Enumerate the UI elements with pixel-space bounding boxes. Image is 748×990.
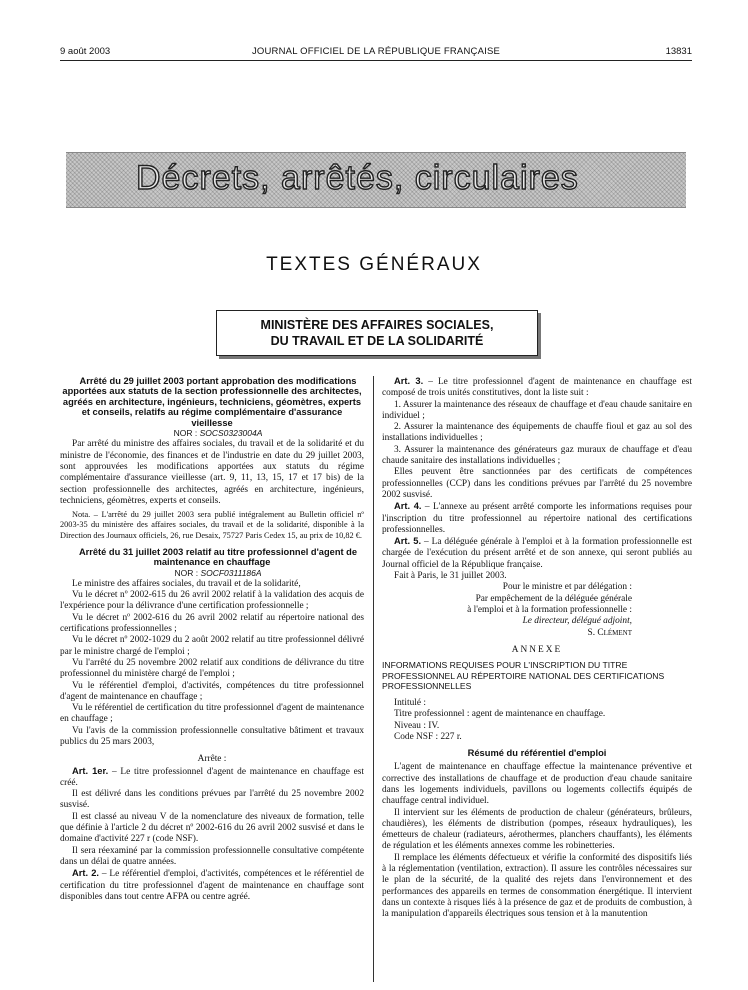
- arrete-2-nor: [60, 568, 364, 579]
- signature-line: Pour le ministre et par délégation :: [502, 582, 632, 593]
- article-4-label: Art. 4.: [394, 501, 422, 512]
- visa-line: Vu le décret nº 2002-615 du 26 avril 2002 relatif à la validation des acquis de l'expérience pour la délivrance d'une certification professionnelle ;: [60, 590, 364, 612]
- header-journal-title: JOURNAL OFFICIEL DE LA RÉPUBLIQUE FRANÇAISE: [251, 46, 501, 57]
- article-2-text: – Le référentiel d'emploi, d'activités, compétences et le référentiel de certification du titre professionnel d'agent de maintenance en chauffage sont disponibles dans tout centre AFPA ou centre agréé.: [60, 869, 365, 902]
- right-column: [382, 376, 692, 921]
- article-1-para: Il est classé au niveau V de la nomenclature des niveaux de formation, telle que définie à l'article 2 du décret nº 2002-616 du 26 avril 2002 susvisé et dans le domaine d'activité 227 r (code NSF).: [60, 811, 364, 845]
- article-5: [382, 536, 692, 571]
- visa-line: Vu le décret nº 2002-1029 du 2 août 2002 relatif au titre professionnel délivré par le ministre chargé de l'emploi ;: [60, 635, 364, 657]
- signature-name: S. Clément: [587, 627, 632, 638]
- resume-para: Il remplace les éléments défectueux et vérifie la conformité des dispositifs liés à la réglementation (ventilation, extraction). Il assure les contrôles nécessaires sur le plan de la sécurité, de la qualité des rejets dans l'environnement et des performances des appareils en termes de consommation énergétique. Il intervient dans un contexte à risques liés à la présence de gaz et de produits de combustion, à la manipulation d'appareils électriques sous tension et à la manutention: [382, 852, 692, 920]
- article-5-label: Art. 5.: [394, 536, 422, 547]
- nor-code: SOCS0323004A: [199, 428, 263, 439]
- arrete-1-body: Par arrêté du ministre des affaires sociales, du travail et de la solidarité et du ministre de l'économie, des finances et de l'industrie en date du 29 juillet 2003, sont approuvées les modifications apportées aux statuts du régime complémentaire d'assurance vieillesse (art. 9, 11, 13, 15, 17 et 17 bis) de la section professionnelle des architectes, agréés en architecture, ingénieurs, techniciens, géomètres, experts et conseils.: [60, 439, 364, 506]
- running-header: [60, 46, 692, 60]
- annexe-infos-heading: INFORMATIONS REQUISES POUR L'INSCRIPTION DU TITRE PROFESSIONNEL AU RÉPERTOIRE NATIONAL DES CERTIFICATIONS PROFESSIONNELLES: [382, 660, 665, 692]
- annexe-heading: ANNEXE: [511, 644, 563, 655]
- unit-item: 1. Assurer la maintenance des réseaux de chauffage et d'eau chaude sanitaire en individuel ;: [382, 399, 692, 421]
- annexe-field: Niveau : IV.: [394, 720, 440, 731]
- visa-line: Vu l'avis de la commission professionnelle consultative bâtiment et travaux publics du 25 mars 2003,: [60, 725, 364, 747]
- section-banner: [66, 152, 686, 208]
- visa-line: Vu le référentiel d'emploi, d'activités, compétences du titre professionnel d'agent de maintenance en chauffage ;: [60, 680, 364, 702]
- nor-code: SOCF0311186A: [200, 567, 262, 578]
- article-1-text: – Le titre professionnel d'agent de maintenance en chauffage est créé.: [60, 766, 364, 788]
- article-3-label: Art. 3.: [394, 376, 424, 386]
- arrete-1-note: Nota. – L'arrêté du 29 juillet 2003 sera publié intégralement au Bulletin officiel nº 2003-35 du ministère des affaires sociales, du travail et de la solidarité, disponible à la Direction des Journaux officiels, 26, rue Desaix, 75727 Paris Cedex 15, au prix de 10,82 €.: [60, 510, 364, 540]
- header-page-number: 13831: [665, 46, 692, 57]
- ministry-box: [216, 310, 538, 356]
- visa-line: Le ministre des affaires sociales, du travail et de la solidarité,: [72, 578, 301, 589]
- left-column: [60, 376, 364, 903]
- header-date: 9 août 2003: [60, 46, 111, 57]
- unit-note: Elles peuvent être sanctionnées par des certificats de compétences professionnelles (CCP) dans les conditions prévues par l'arrêté du 25 novembre 2002 susvisé.: [382, 467, 692, 500]
- article-3-text: – Le titre professionnel d'agent de maintenance en chauffage est composé de trois unités constitutives, dont la liste suit :: [382, 377, 692, 399]
- unit-item: 2. Assurer la maintenance des équipements de chauffe fioul et gaz au sol des installations individuelles ;: [382, 422, 692, 444]
- signature-line: Par empêchement de la déléguée générale: [475, 593, 632, 604]
- visa-line: Vu l'arrêté du 25 novembre 2002 relatif aux conditions de délivrance du titre professionnel du ministère chargé de l'emploi ;: [60, 657, 364, 680]
- banner-title: Décrets, arrêtés, circulaires: [136, 159, 579, 197]
- annexe-field: Titre professionnel : agent de maintenance en chauffage.: [394, 709, 606, 720]
- article-2: [60, 868, 364, 903]
- nor-label: NOR :: [173, 428, 198, 439]
- resume-para: Il intervient sur les éléments de production de chaleur (générateurs, brûleurs, chaudières), les éléments de distribution (pompes, réseaux hydrauliques), les émetteurs de chaleur (radiateurs, aérothermes, planchers chauffants), les éléments de régulation et les éléments annexes comme les robinetteries.: [382, 807, 692, 852]
- article-1-para: Il est délivré dans les conditions prévues par l'arrêté du 25 novembre 2002 susvisé.: [60, 789, 364, 811]
- resume-para: L'agent de maintenance en chauffage effectue la maintenance préventive et corrective des installations de chauffage et de production d'eau chaude sanitaire dans les logements individuels, pavillons ou logements collectifs équipés de chauffage central individuel.: [382, 762, 692, 807]
- arrete-2-title: Arrêté du 31 juillet 2003 relatif au titre professionnel d'agent de maintenance en chauffage: [78, 546, 358, 568]
- section-title: TEXTES GÉNÉRAUX: [266, 254, 482, 275]
- column-divider: [373, 376, 374, 982]
- arrete-1-nor: [60, 428, 364, 439]
- article-2-label: Art. 2.: [72, 868, 100, 879]
- arrete-1-title: Arrêté du 29 juillet 2003 portant approbation des modifications apportées aux statuts de la section professionnelle des architectes, agréés en architecture, ingénieurs, techniciens, géomètres, experts et conseils, relatifs au régime complémentaire d'assurance vieillesse: [62, 376, 362, 428]
- article-1: [60, 766, 364, 790]
- fait-a-paris: Fait à Paris, le 31 juillet 2003.: [394, 571, 507, 582]
- resume-heading: Résumé du référentiel d'emploi: [467, 748, 607, 759]
- signature-line: à l'emploi et à la formation professionnelle :: [467, 604, 632, 615]
- ministry-line-2: DU TRAVAIL ET DE LA SOLIDARITÉ: [270, 334, 484, 348]
- signature-title: Le directeur, délégué adjoint,: [522, 616, 632, 627]
- unit-item: 3. Assurer la maintenance des générateurs gaz muraux de chauffage et d'eau chaude sanitaire des installations individuelles ;: [382, 444, 692, 467]
- annexe-field: Intitulé :: [394, 697, 426, 708]
- visa-line: Vu le référentiel de certification du titre professionnel d'agent de maintenance en chauffage ;: [60, 703, 364, 725]
- article-4-text: – L'annexe au présent arrêté comporte les informations requises pour l'inscription du titre professionnel au répertoire national des certifications professionnelles.: [382, 502, 693, 535]
- article-1-para: Il sera réexaminé par la commission professionnelle consultative compétente dans un délai de quatre années.: [60, 845, 364, 867]
- ministry-line-1: MINISTÈRE DES AFFAIRES SOCIALES,: [260, 318, 494, 332]
- annexe-field: Code NSF : 227 r.: [394, 731, 462, 742]
- article-3: [382, 376, 692, 400]
- article-5-text: – La déléguée générale à l'emploi et à la formation professionnelle est chargée de l'exécution du présent arrêté et de son annexe, qui seront publiés au Journal officiel de la République française.: [382, 537, 692, 570]
- header-rule: [60, 60, 692, 61]
- arrete-word: Arrête :: [197, 754, 227, 765]
- article-1-label: Art. 1er.: [72, 765, 109, 776]
- nor-label: NOR :: [174, 567, 199, 578]
- article-4: [382, 501, 692, 536]
- visa-line: Vu le décret nº 2002-616 du 26 avril 2002 relatif au répertoire national des certifications professionnelles ;: [60, 612, 364, 635]
